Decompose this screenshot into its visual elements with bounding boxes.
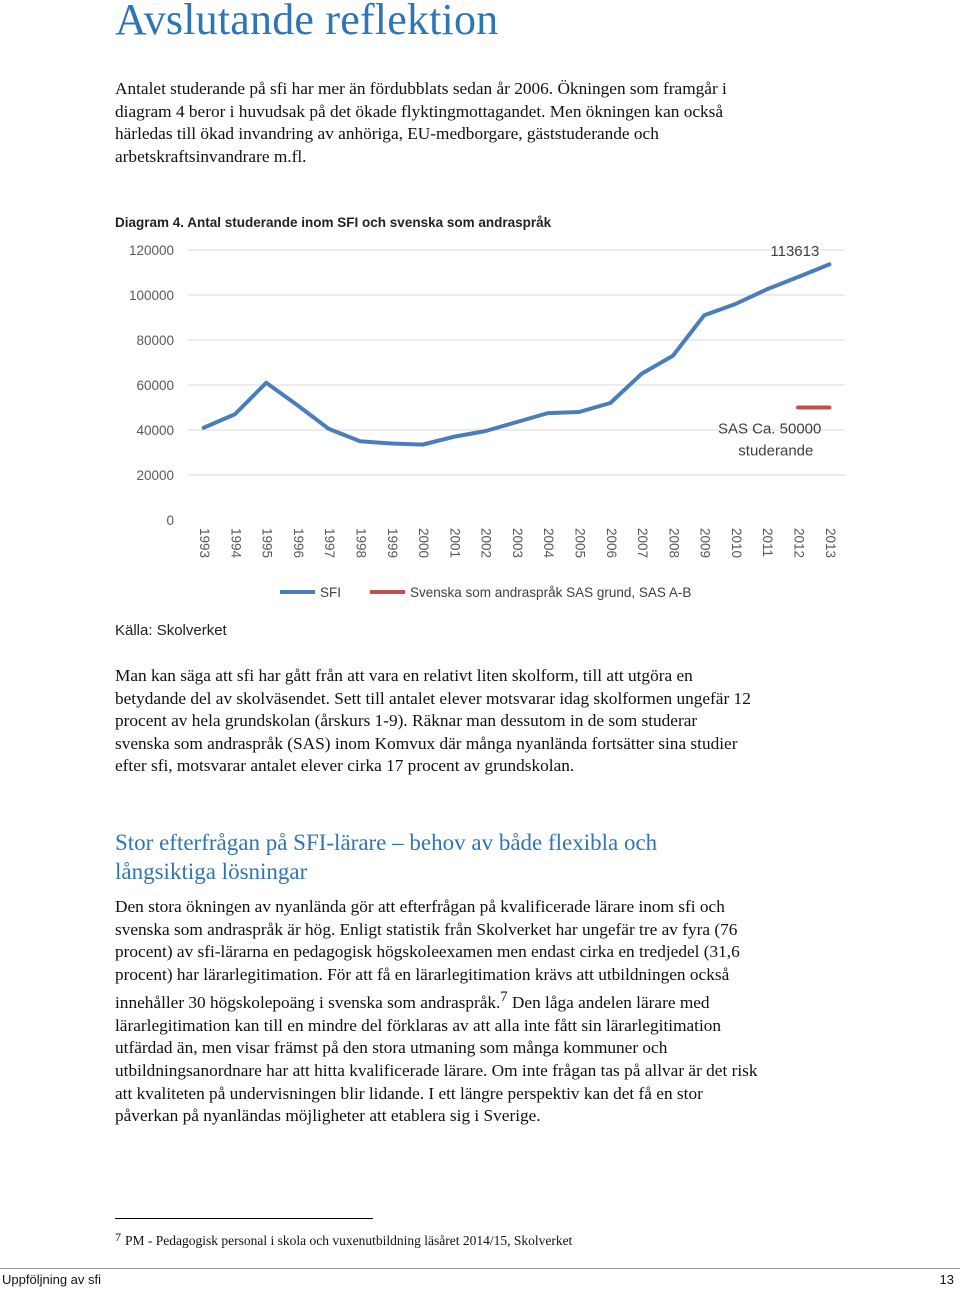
footnote-text: PM - Pedagogisk personal i skola och vuxenutbildning läsåret 2014/15, Skolverket bbox=[125, 1233, 573, 1248]
sas-annotation-line-2: studerande bbox=[738, 442, 814, 460]
x-tick-label: 2008 bbox=[666, 528, 682, 559]
diagram-caption: Diagram 4. Antal studerande inom SFI och svenska som andraspråk bbox=[115, 215, 552, 230]
x-tick-label: 2012 bbox=[791, 528, 807, 559]
source-label: Källa: Skolverket bbox=[115, 622, 227, 639]
x-tick-label: 1993 bbox=[197, 528, 213, 559]
x-tick-label: 2009 bbox=[697, 528, 713, 559]
x-tick-label: 2010 bbox=[728, 528, 744, 559]
x-tick-label: 1998 bbox=[353, 528, 369, 559]
legend-label-sas: Svenska som andraspråk SAS grund, SAS A-B bbox=[410, 585, 692, 600]
footnote-ref[interactable]: 7 bbox=[500, 989, 508, 1006]
footnote bbox=[115, 1230, 572, 1249]
section-heading: Stor efterfrågan på SFI-lärare – behov av både flexibla och långsiktiga lösningar bbox=[115, 830, 658, 884]
y-tick-label: 0 bbox=[166, 513, 174, 528]
y-tick-label: 20000 bbox=[136, 468, 174, 483]
x-tick-label: 1999 bbox=[384, 528, 400, 559]
paragraph-3-part-b: Den låga andelen lärare med lärarlegitimation kan till en mindre del förklaras av att alla inte fått sin lärarlegitimation utfärdad än, men visar främst på den stora utmaning som många kommuner och utbildningsanordnare har att hitta kvalificerade lärare. Om inte frågan tas på allvar är det risk att kvaliteten på undervisningen blir lidande. I ett längre perspektiv kan det få en stor påverkan på nyanländas möjligheter att etablera sig i Sverige. bbox=[115, 993, 758, 1126]
sas-annotation-line-1: SAS Ca. 50000 bbox=[717, 420, 822, 438]
y-tick-label: 60000 bbox=[136, 378, 174, 393]
x-tick-label: 2000 bbox=[416, 528, 432, 559]
footer-title: Uppföljning av sfi bbox=[2, 1272, 101, 1287]
y-tick-label: 120000 bbox=[128, 243, 174, 258]
x-tick-label: 2001 bbox=[447, 528, 463, 559]
footer-divider bbox=[0, 1268, 960, 1269]
paragraph-3-part-a: Den stora ökningen av nyanlända gör att efterfrågan på kvalificerade lärare inom sfi och svenska som andraspråk är hög. Enligt statistik från Skolverket har ungefär tre av fyra (76 procent) av sfi-lärarna en pedagogisk högskoleexamen men endast cirka en tredjedel (31,6 procent) har lärarlegitimation. För att få en lärarlegitimation krävs att utbildningen också innehåller 30 högskolepoäng i svenska som andraspråk. bbox=[115, 897, 740, 1013]
max-value-label: 113613 bbox=[770, 243, 820, 260]
x-tick-label: 2011 bbox=[760, 528, 776, 558]
footnote-number: 7 bbox=[115, 1230, 121, 1244]
paragraph-2: Man kan säga att sfi har gått från att vara en relativt liten skolform, till att utgöra en betydande del av skolväsendet. Sett till antalet elever motsvarar idag skolformen ungefär 12 procent av hela grundskolan (årskurs 1-9). Räknar man dessutom in de som studerar svenska som andraspråk (SAS) inom Komvux där många nyanlända fortsätter sina studier efter sfi, motsvarar antalet elever cirka 17 procent av grundskolan. bbox=[115, 666, 751, 776]
y-tick-label: 100000 bbox=[128, 288, 174, 303]
x-tick-label: 1996 bbox=[290, 528, 306, 559]
x-tick-label: 1997 bbox=[322, 528, 338, 559]
page-title: Avslutande reflektion bbox=[115, 0, 499, 44]
x-tick-label: 2005 bbox=[572, 528, 588, 559]
x-tick-label: 1995 bbox=[259, 528, 275, 559]
line-chart bbox=[100, 232, 860, 612]
x-tick-label: 2003 bbox=[509, 528, 525, 559]
legend-label-sfi: SFI bbox=[320, 585, 342, 600]
x-tick-label: 2004 bbox=[541, 528, 557, 559]
x-tick-label: 2006 bbox=[603, 528, 619, 559]
y-tick-label: 40000 bbox=[136, 423, 174, 438]
x-tick-label: 2002 bbox=[478, 528, 494, 559]
footnote-divider bbox=[115, 1218, 373, 1219]
page-number: 13 bbox=[939, 1272, 954, 1287]
sfi-series-line bbox=[204, 264, 830, 444]
intro-paragraph: Antalet studerande på sfi har mer än fördubblats sedan år 2006. Ökningen som framgår i diagram 4 beror i huvudsak på det ökade flyktingmottagandet. Men ökningen kan också härledas till ökad invandring av anhöriga, EU-medborgare, gäststuderande och arbetskraftsinvandrare m.fl. bbox=[115, 79, 727, 166]
x-tick-label: 1994 bbox=[228, 528, 244, 559]
paragraph-3 bbox=[115, 896, 765, 1128]
x-tick-label: 2007 bbox=[635, 528, 651, 559]
y-tick-label: 80000 bbox=[136, 333, 174, 348]
x-tick-label: 2013 bbox=[822, 528, 838, 559]
